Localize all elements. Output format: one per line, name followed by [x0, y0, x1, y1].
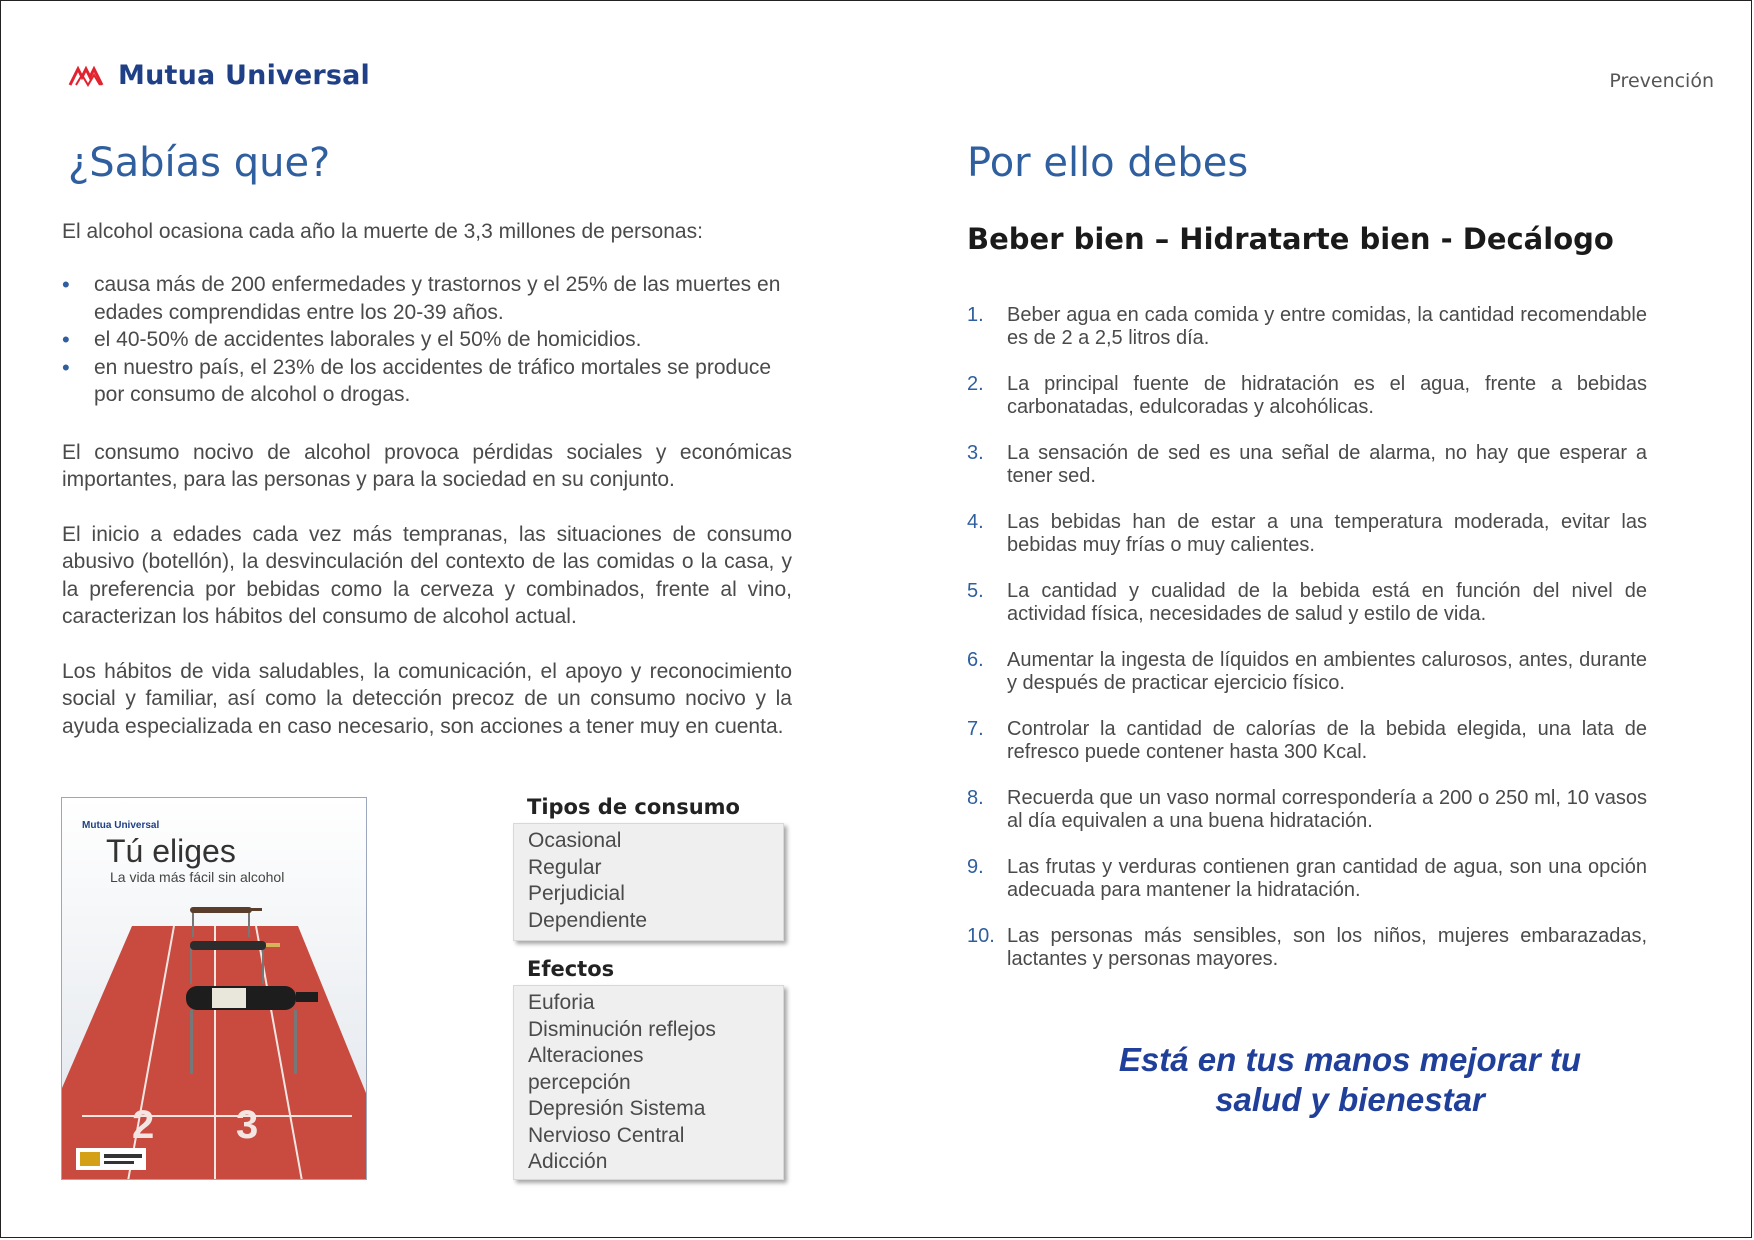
list-item: Depresión Sistema [528, 1097, 706, 1120]
campaign-cover-image [61, 797, 367, 1180]
left-title: ¿Sabías que? [68, 140, 331, 186]
list-item: Ocasional [528, 829, 622, 852]
list-item: Perjudicial [528, 882, 625, 905]
item-number: 2. [967, 373, 984, 395]
item-number: 9. [967, 856, 984, 878]
paragraph: El consumo nocivo de alcohol provoca pérdidas sociales y económicas importantes, para las personas y para la sociedad en su conjunto. [62, 440, 792, 491]
item-text: Las bebidas han de estar a una temperatura moderada, evitar las bebidas muy frías o muy calientes. [1007, 511, 1647, 556]
item-text: La sensación de sed es una señal de alarma, no hay que esperar a tener sed. [1007, 442, 1647, 487]
list-item: percepción [528, 1070, 631, 1094]
list-item [967, 649, 1647, 718]
item-text: La principal fuente de hidratación es el agua, frente a bebidas carbonatadas, edulcoradas y alcohólicas. [1007, 373, 1647, 418]
consumption-types-title: Tipos de consumo [527, 795, 740, 819]
item-number: 7. [967, 718, 984, 740]
item-number: 6. [967, 649, 984, 671]
list-item [967, 580, 1647, 649]
closing-slogan [1040, 1040, 1660, 1120]
item-text: Las frutas y verduras contienen gran cantidad de agua, son una opción adecuada para mantener la hidratación. [1007, 856, 1647, 901]
right-column [967, 140, 1647, 994]
brand [68, 60, 370, 91]
list-item: Adicción [528, 1150, 608, 1173]
cover-title: Tú eliges [106, 833, 236, 869]
item-number: 5. [967, 580, 984, 602]
list-item: Disminución reflejos [528, 1017, 716, 1041]
mutua-universal-logo-icon [68, 63, 108, 89]
list-item: • causa más de 200 enfermedades y trastornos y el 25% de las muertes en edades comprendidas entre los 20-39 años. [62, 271, 792, 326]
list-item [967, 511, 1647, 580]
item-text: La cantidad y cualidad de la bebida está en función del nivel de actividad física, necesidades de salud y estilo de vida. [1007, 580, 1647, 625]
lane-number: 2 [132, 1103, 155, 1147]
effects-box [513, 985, 784, 1180]
decalogue-list [967, 304, 1647, 994]
list-item: • el 40-50% de accidentes laborales y el 50% de homicidios. [62, 326, 792, 354]
list-item: • en nuestro país, el 23% de los accidentes de tráfico mortales se produce por consumo de alcohol o drogas. [62, 354, 792, 409]
list-item [967, 787, 1647, 856]
right-title: Por ello debes [967, 140, 1249, 186]
list-item [967, 304, 1647, 373]
list-item [967, 856, 1647, 925]
closing-line: salud y bienestar [1215, 1081, 1485, 1118]
list-item: Dependiente [528, 908, 648, 932]
item-text: Las personas más sensibles, son los niños, mujeres embarazadas, lactantes y personas mayores. [1007, 925, 1647, 970]
list-item [967, 442, 1647, 511]
item-text: Beber agua en cada comida y entre comidas, la cantidad recomendable es de 2 a 2,5 litros día. [1007, 304, 1647, 349]
list-item: Regular [528, 855, 602, 879]
cover-brand: Mutua Universal [82, 820, 160, 831]
left-column [62, 140, 792, 767]
item-number: 1. [967, 304, 984, 326]
lead-text: El alcohol ocasiona cada año la muerte de 3,3 millones de personas: [62, 220, 703, 243]
item-number: 10. [967, 925, 995, 947]
consumption-types-box [513, 823, 784, 941]
item-text: Controlar la cantidad de calorías de la bebida elegida, una lata de refresco puede contener hasta 300 Kcal. [1007, 718, 1647, 763]
list-item [967, 373, 1647, 442]
stats-list [62, 271, 792, 409]
item-text: Recuerda que un vaso normal correspondería a 200 o 250 ml, 10 vasos al día equivalen a una buena hidratación. [1007, 787, 1647, 832]
decalogue-subtitle: Beber bien – Hidratarte bien - Decálogo [967, 222, 1614, 256]
item-number: 3. [967, 442, 984, 464]
list-item: Alteraciones [528, 1044, 644, 1067]
lane-number: 3 [236, 1103, 259, 1147]
section-tag: Prevención [1609, 70, 1714, 92]
closing-line: Está en tus manos mejorar tu [1118, 1041, 1582, 1078]
item-number: 4. [967, 511, 984, 533]
paragraph: Los hábitos de vida saludables, la comunicación, el apoyo y reconocimiento social y familiar, así como la detección precoz de un consumo nocivo y la ayuda especializada en caso necesario, son acciones a tener muy en cuenta. [62, 659, 792, 738]
list-item: Nervioso Central [528, 1123, 685, 1147]
cover-subtitle: La vida más fácil sin alcohol [110, 869, 285, 885]
item-number: 8. [967, 787, 984, 809]
list-item: Euforia [528, 991, 595, 1014]
list-item [967, 718, 1647, 787]
list-item [967, 925, 1647, 994]
paragraph: El inicio a edades cada vez más tempranas, las situaciones de consumo abusivo (botellón), la desvinculación del contexto de las comidas o la casa, y la preferencia por bebidas como la cerveza y combinados, frente al vino, caracterizan los hábitos del consumo de alcohol actual. [62, 522, 792, 628]
brand-name: Mutua Universal [118, 60, 371, 91]
cover-illustration [62, 798, 367, 1180]
effects-title: Efectos [527, 957, 615, 981]
item-text: Aumentar la ingesta de líquidos en ambientes calurosos, antes, durante y después de practicar ejercicio físico. [1007, 649, 1647, 694]
